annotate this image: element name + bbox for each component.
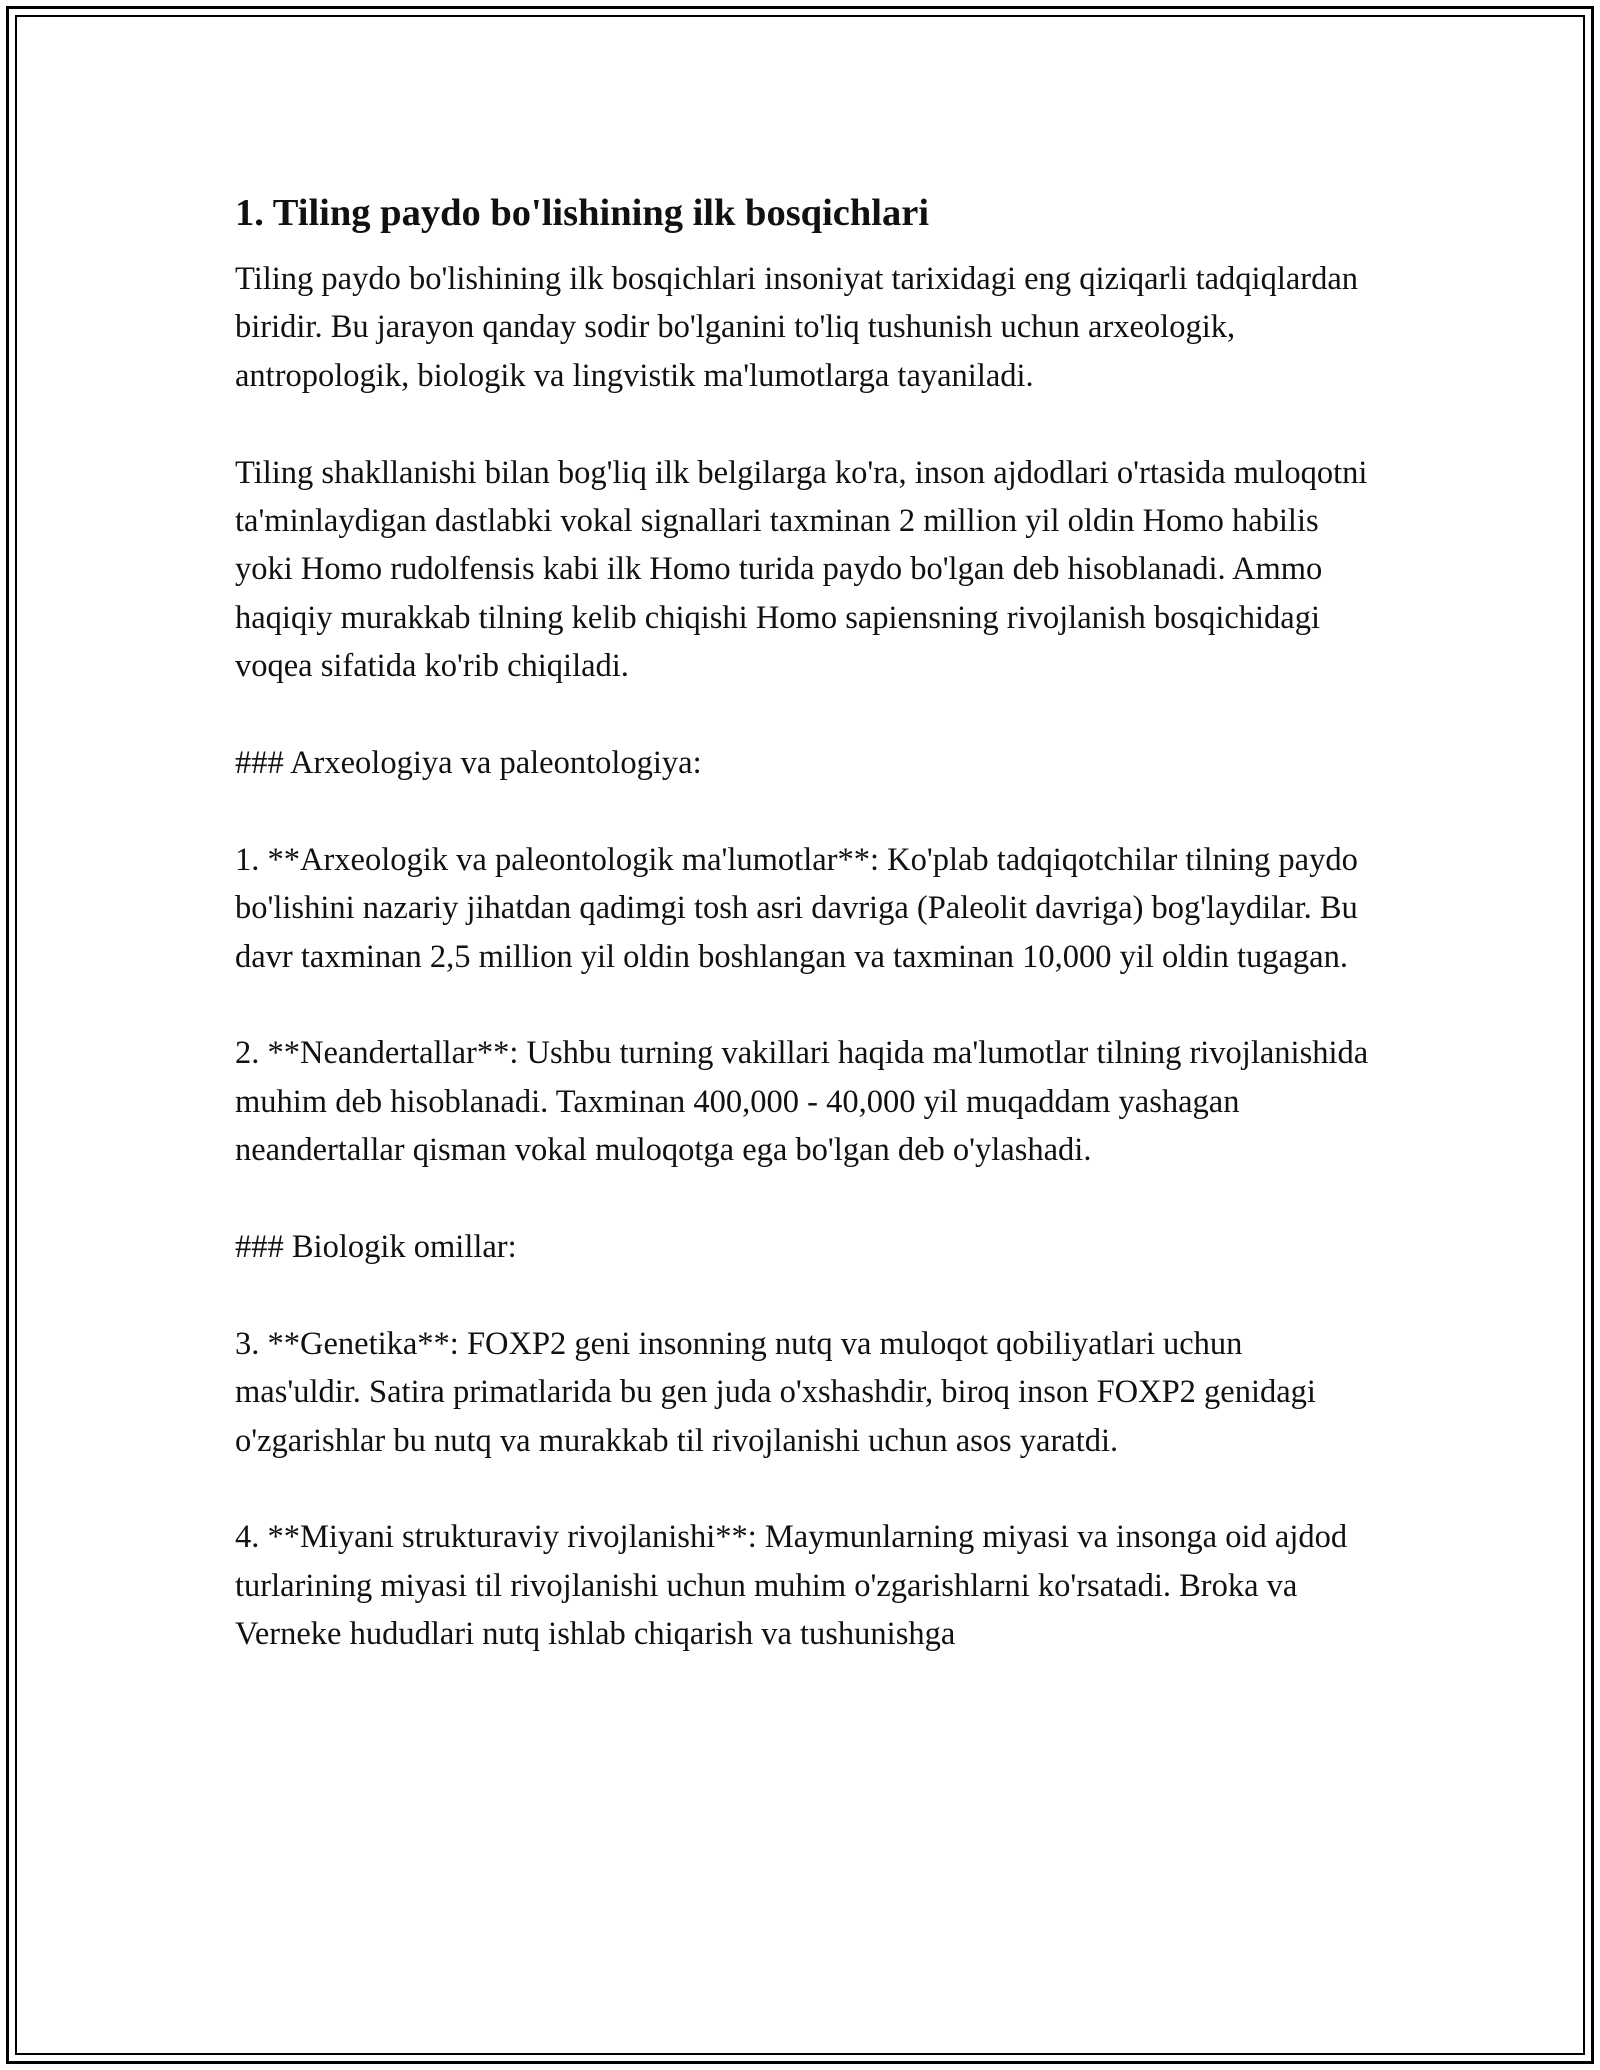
list-item-brain-development: 4. **Miyani strukturaviy rivojlanishi**: Maymunlarning miyasi va insonga oid ajdod turlarining miyasi til rivojlanishi uchun muhim o'zgarishlarni ko'rsatadi. Broka va Verneke hududlari nutq ishlab chiqarish va tushunishga: [235, 1519, 1348, 1653]
intro-paragraph: Tiling paydo bo'lishining ilk bosqichlari insoniyat tarixidagi eng qiziqarli tadqiqlardan biridir. Bu jarayon qanday sodir bo'lganini to'liq tushunish uchun arxeologik, antropologik, biologik va lingvistik ma'lumotlarga tayaniladi.: [235, 261, 1359, 394]
list-item-archaeological-data: 1. **Arxeologik va paleontologik ma'lumotlar**: Ko'plab tadqiqotchilar tilning paydo bo'lishini nazariy jihatdan qadimgi tosh asri davriga (Paleolit davriga) bog'laydilar. Bu davr taxminan 2,5 million yil oldin boshlangan va taxminan 10,000 yil oldin tugagan.: [235, 841, 1358, 975]
subheading-archaeology: ### Arxeologiya va paleontologiya:: [235, 745, 702, 782]
document-body: [235, 185, 1375, 1707]
subheading-biological-factors: ### Biologik omillar:: [235, 1229, 517, 1266]
section-heading: 1. Tiling paydo bo'lishining ilk bosqichlari: [235, 192, 930, 234]
list-item-genetics: 3. **Genetika**: FOXP2 geni insonning nutq va muloqot qobiliyatlari uchun mas'uldir. Satira primatlarida bu gen juda o'xshashdir, biroq inson FOXP2 genidagi o'zgarishlar bu nutq va murakkab til rivojlanishi uchun asos yaratdi.: [235, 1325, 1316, 1459]
origins-paragraph: Tiling shakllanishi bilan bog'liq ilk belgilarga ko'ra, inson ajdodlari o'rtasida muloqotni ta'minlaydigan dastlabki vokal signallari taxminan 2 million yil oldin Homo habilis yoki Homo rudolfensis kabi ilk Homo turida paydo bo'lgan deb hisoblanadi. Ammo haqiqiy murakkab tilning kelib chiqishi Homo sapiensning rivojlanish bosqichidagi voqea sifatida ko'rib chiqiladi.: [235, 454, 1368, 685]
list-item-neanderthals: 2. **Neandertallar**: Ushbu turning vakillari haqida ma'lumotlar tilning rivojlanishida muhim deb hisoblanadi. Taxminan 400,000 - 40,000 yil muqaddam yashagan neandertallar qisman vokal muloqotga ega bo'lgan deb o'ylashadi.: [235, 1035, 1369, 1169]
